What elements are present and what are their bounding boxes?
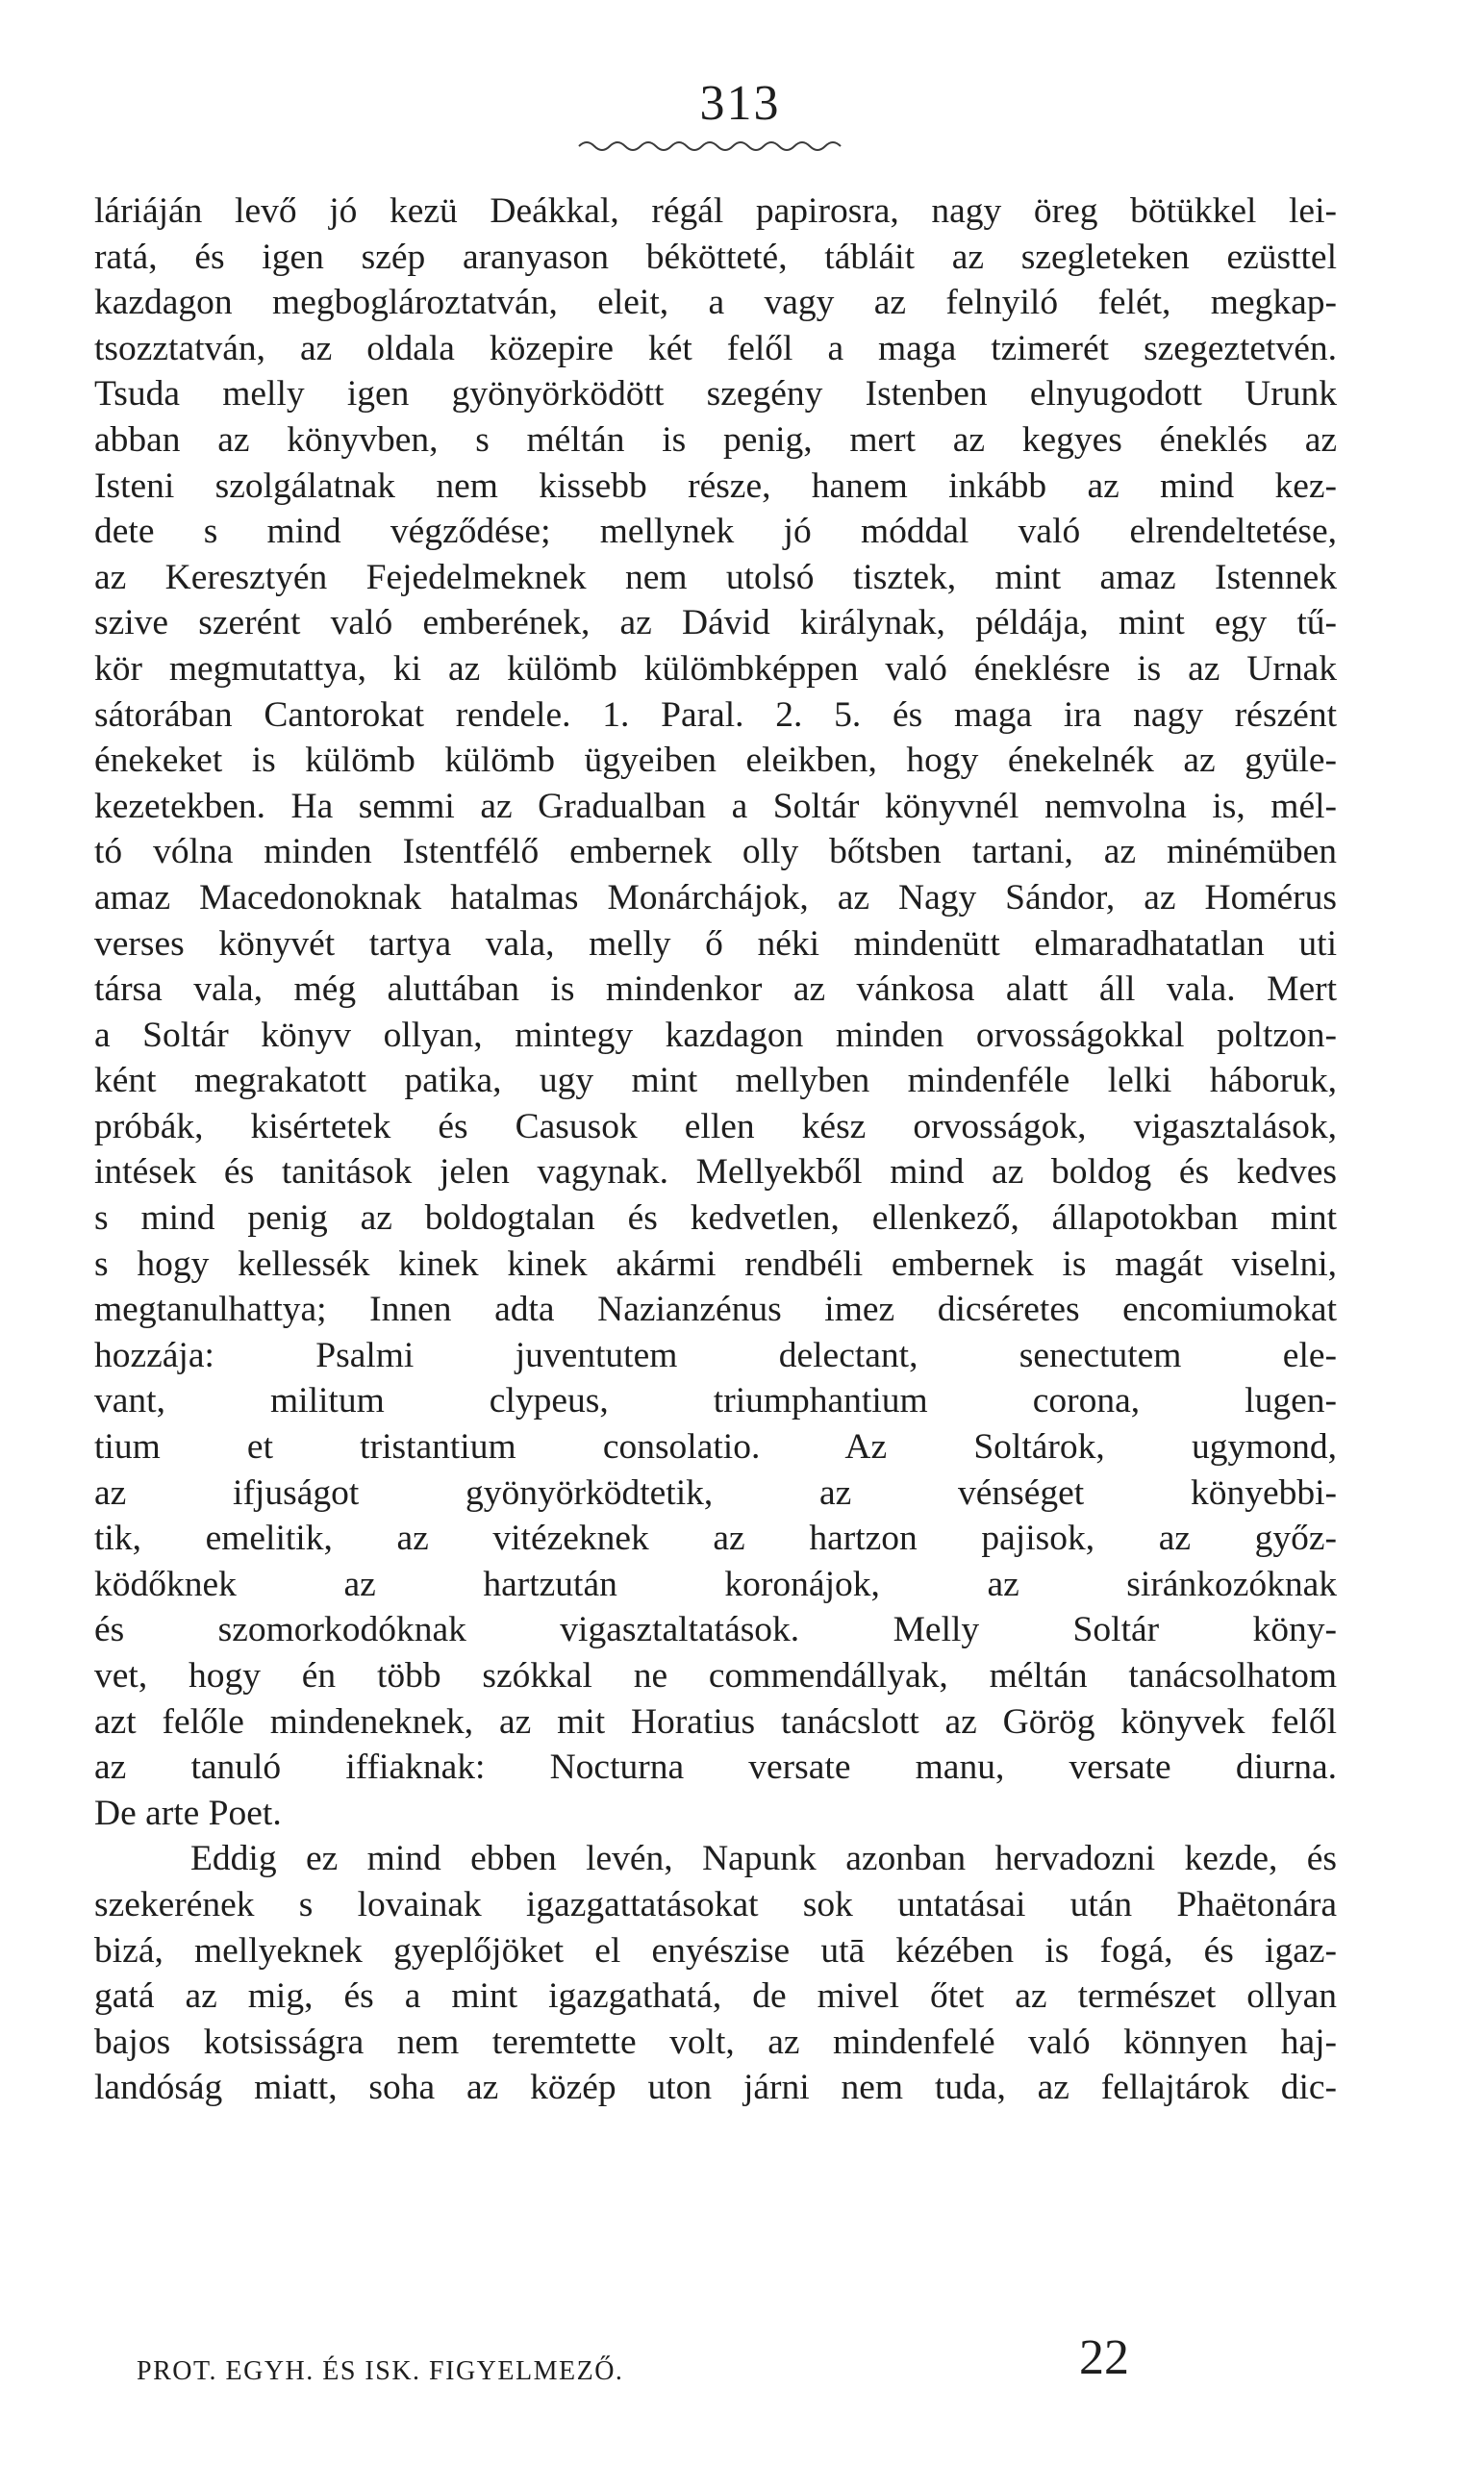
text-line: az tanuló iffiaknak: Nocturna versate manu, versate diurna. — [94, 1747, 1337, 1788]
text-line: megtanulhattya; Innen adta Nazianzénus imez dicséretes encomiumokat — [94, 1290, 1337, 1330]
page-footer — [94, 2330, 1337, 2397]
text-line: s mind penig az boldogtalan és kedvetlen, ellenkező, állapotokban mint — [94, 1198, 1337, 1239]
text-line: láriáján levő jó kezü Deákkal, régál papirosra, nagy öreg bötükkel lei- — [94, 191, 1337, 231]
text-line: társa vala, még aluttában is mindenkor az vánkosa alatt áll vala. Mert — [94, 969, 1337, 1010]
body-text — [94, 189, 1337, 2111]
text-line: énekeket is külömb külömb ügyeiben eleikben, hogy énekelnék az gyüle- — [94, 741, 1337, 781]
text-line: az ifjuságot gyönyörködtetik, az vénséget könyebbi- — [94, 1472, 1337, 1513]
text-line: és szomorkodóknak vigasztaltatások. Melly Soltár köny- — [94, 1610, 1337, 1650]
text-line: bajos kotsisságra nem teremtette volt, az mindenfelé való könnyen haj- — [94, 2022, 1337, 2062]
text-line: szive szerént való emberének, az Dávid királynak, példája, mint egy tű- — [94, 603, 1337, 643]
text-line: kazdagon megboglároztatván, eleit, a vagy az felnyiló felét, megkap- — [94, 283, 1337, 323]
page-number: 313 — [699, 76, 781, 131]
text-line: vet, hogy én több szókkal ne commendállyak, méltán tanácsolhatom — [94, 1656, 1337, 1696]
text-line: hozzája: Psalmi juventutem delectant, senectutem ele- — [94, 1335, 1337, 1375]
text-line: ként megrakatott patika, ugy mint mellyben mindenféle lelki háboruk, — [94, 1061, 1337, 1101]
text-line: Isteni szolgálatnak nem kissebb része, hanem inkább az mind kez- — [94, 465, 1337, 506]
text-line: ködőknek az hartzután koronájok, az siránkozóknak — [94, 1564, 1337, 1604]
text-line: vant, militum clypeus, triumphantium corona, lugen- — [94, 1381, 1337, 1421]
text-line: bizá, mellyeknek gyeplőjöket el enyészise utā kézében is fogá, és igaz- — [94, 1930, 1337, 1971]
text-line: tium et tristantium consolatio. Az Soltárok, ugymond, — [94, 1427, 1337, 1468]
text-line: De arte Poet. — [94, 1793, 282, 1833]
text-line: landóság miatt, soha az közép uton járni nem tuda, az fellajtárok dic- — [94, 2068, 1337, 2108]
text-line: Tsuda melly igen gyönyörködött szegény Istenben elnyugodott Urunk — [94, 374, 1337, 415]
text-line: amaz Macedonoknak hatalmas Monárchájok, az Nagy Sándor, az Homérus — [94, 877, 1337, 918]
text-line: sátorában Cantorokat rendele. 1. Paral. 2. 5. és maga ira nagy részént — [94, 694, 1337, 735]
text-line: gatá az mig, és a mint igazgathatá, de mivel őtet az természet ollyan — [94, 1976, 1337, 2017]
text-line: verses könyvét tartya vala, melly ő néki mindenütt elmaradhatatlan uti — [94, 923, 1337, 964]
text-line: dete s mind végződése; mellynek jó móddal való elrendeltetése, — [94, 512, 1337, 552]
text-line: ratá, és igen szép aranyason békötteté, tábláit az szegleteken ezüsttel — [94, 237, 1337, 277]
text-line: tsozztatván, az oldala közepire két felől a maga tzimerét szegeztetvén. — [94, 328, 1337, 368]
text-line: Eddig ez mind ebben levén, Napunk azonban hervadozni kezde, és — [190, 1839, 1337, 1879]
text-line: s hogy kellessék kinek kinek akármi rendbéli embernek is magát viselni, — [94, 1244, 1337, 1284]
text-line: szekerének s lovainak igazgattatásokat sok untatásai után Phaëtonára — [94, 1884, 1337, 1924]
text-line: tó vólna minden Istentfélő embernek olly bőtsben tartani, az minémüben — [94, 832, 1337, 872]
text-line: a Soltár könyv ollyan, mintegy kazdagon minden orvosságokkal poltzon- — [94, 1015, 1337, 1055]
text-line: az Keresztyén Fejedelmeknek nem utolsó tisztek, mint amaz Istennek — [94, 557, 1337, 597]
text-line: kör megmutattya, ki az külömb külömbképpen való éneklésre is az Urnak — [94, 648, 1337, 689]
text-line: intések és tanitások jelen vagynak. Mellyekből mind az boldog és kedves — [94, 1152, 1337, 1193]
text-line: abban az könyvben, s méltán is penig, mert az kegyes éneklés az — [94, 419, 1337, 460]
header-ornament-icon — [575, 133, 844, 154]
signature-mark: 22 — [1079, 2330, 1129, 2385]
text-line: tik, emelitik, az vitézeknek az hartzon pajisok, az győz- — [94, 1519, 1337, 1559]
text-line: kezetekben. Ha semmi az Gradualban a Soltár könyvnél nemvolna is, mél- — [94, 786, 1337, 826]
text-line: próbák, kisértetek és Casusok ellen kész orvosságok, vigasztalások, — [94, 1106, 1337, 1146]
journal-title: PROT. EGYH. ÉS ISK. FIGYELMEZŐ. — [137, 2356, 624, 2386]
text-line: azt felőle mindeneknek, az mit Horatius tanácslott az Görög könyvek felől — [94, 1701, 1337, 1742]
